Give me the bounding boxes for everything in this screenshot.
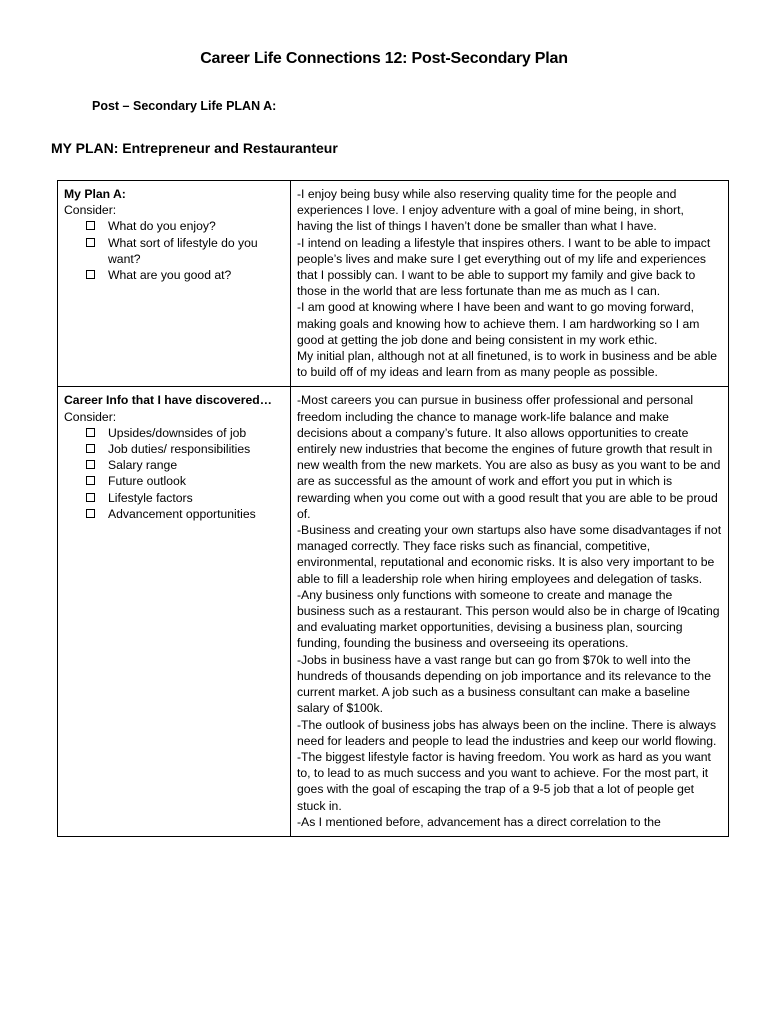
cell-heading: Career Info that I have discovered… bbox=[64, 393, 272, 408]
response-paragraph: -I enjoy being busy while also reserving quality time for the people and experiences I love. I enjoy adventure with a goal of mine being, in short, having the list of things I haven’t done be smaller than what I have. bbox=[297, 187, 684, 234]
checklist bbox=[64, 425, 284, 522]
response-paragraph: -Jobs in business have a vast range but can go from $70k to well into the hundreds of thousands depending on job importance and its relevance to the current market. A job such as a business consultant can make a baseline salary of $100k. bbox=[297, 652, 711, 716]
checklist-item-label: What are you good at? bbox=[108, 268, 232, 283]
checklist-item-label: What do you enjoy? bbox=[108, 219, 216, 234]
plan-label: Post – Secondary Life PLAN A: bbox=[92, 99, 277, 113]
response-paragraph: -Business and creating your own startups also have some disadvantages if not managed correctly. They face risks such as financial, competitive, environmental, reputational and economic risks. It is also very important to be able to fill a leadership role when hiring employees and delegation of tasks. bbox=[297, 523, 722, 586]
document-title: Career Life Connections 12: Post-Secondary Plan bbox=[200, 50, 568, 67]
response-cell bbox=[291, 387, 729, 836]
response-paragraph: -The outlook of business jobs has always been on the incline. There is always need for leaders and people to lead the industries and keep our world flowing. bbox=[297, 717, 717, 748]
checkbox-icon bbox=[86, 460, 95, 469]
checkbox-icon bbox=[86, 238, 95, 247]
consider-label: Consider: bbox=[64, 203, 117, 218]
checklist-item-label: Salary range bbox=[108, 458, 178, 473]
checklist-item-label: Lifestyle factors bbox=[108, 490, 193, 505]
checkbox-icon bbox=[86, 476, 95, 485]
response-paragraph: -The biggest lifestyle factor is having freedom. You work as hard as you want to, to lead to as much success and you want to achieve. For the most part, it goes with the goal of escaping the trap of a 9-5 job that a lot of people get stuck in. bbox=[297, 749, 711, 813]
checkbox-icon bbox=[86, 444, 95, 453]
response-paragraph: -I intend on leading a lifestyle that inspires others. I want to be able to impact people’s lives and make sure I get everything out of my life and experiences that I possibly can. I want to be able to support my family and give back to those in the world that are less fortunate than me as much as I can. bbox=[297, 235, 711, 299]
checklist-item-label: Future outlook bbox=[108, 474, 186, 489]
checklist-item bbox=[84, 441, 284, 457]
response-cell bbox=[291, 181, 729, 387]
checklist-item-label: What sort of lifestyle do you want? bbox=[108, 235, 258, 266]
prompt-cell bbox=[58, 387, 291, 836]
response-paragraph: My initial plan, although not at all finetuned, is to work in business and be able to build off of my ideas and learn from as many people as possible. bbox=[297, 349, 718, 380]
checklist-item bbox=[84, 235, 284, 267]
prompt-cell bbox=[58, 181, 291, 387]
consider-label: Consider: bbox=[64, 409, 117, 424]
checklist-item bbox=[84, 425, 284, 441]
response-paragraph: -Most careers you can pursue in business offer professional and personal freedom including the chance to manage work-life balance and make decisions about a company’s future. It also allows opportunities to create entirely new industries that become the engines of future growth that result in new wealth from the new markets. You are also as busy as you want to be and are as successful as the amount of work and effort you put in which is rewarding when you come out with a good result that you are able to be proud of. bbox=[297, 393, 721, 521]
checkbox-icon bbox=[86, 221, 95, 230]
checklist-item bbox=[84, 457, 284, 473]
checklist-item bbox=[84, 506, 284, 522]
checklist-item bbox=[84, 490, 284, 506]
checklist-item bbox=[84, 473, 284, 489]
checkbox-icon bbox=[86, 509, 95, 518]
checklist-item bbox=[84, 267, 284, 283]
checklist-item-label: Upsides/downsides of job bbox=[108, 425, 247, 440]
plan-table bbox=[57, 180, 729, 837]
table-row bbox=[58, 387, 729, 836]
response-paragraph: -I am good at knowing where I have been and want to go moving forward, making goals and knowing how to achieve them. I am hardworking so I am good at getting the job done and being consistent in my work ethic. bbox=[297, 300, 700, 347]
checkbox-icon bbox=[86, 428, 95, 437]
checklist bbox=[64, 218, 284, 283]
table-row bbox=[58, 181, 729, 387]
checkbox-icon bbox=[86, 270, 95, 279]
checkbox-icon bbox=[86, 493, 95, 502]
checklist-item-label: Job duties/ responsibilities bbox=[108, 442, 251, 457]
checklist-item bbox=[84, 218, 284, 234]
response-paragraph: -As I mentioned before, advancement has a direct correlation to the bbox=[297, 814, 661, 829]
my-plan-heading: MY PLAN: Entrepreneur and Restauranteur bbox=[51, 140, 338, 156]
cell-heading: My Plan A: bbox=[64, 187, 126, 201]
response-paragraph: -Any business only functions with someone to create and manage the business such as a restaurant. This person would also be in charge of l9cating and evaluating market opportunities, devising a business plan, sourcing funding, founding the business and overseeing its operations. bbox=[297, 587, 720, 651]
checklist-item-label: Advancement opportunities bbox=[108, 506, 256, 521]
